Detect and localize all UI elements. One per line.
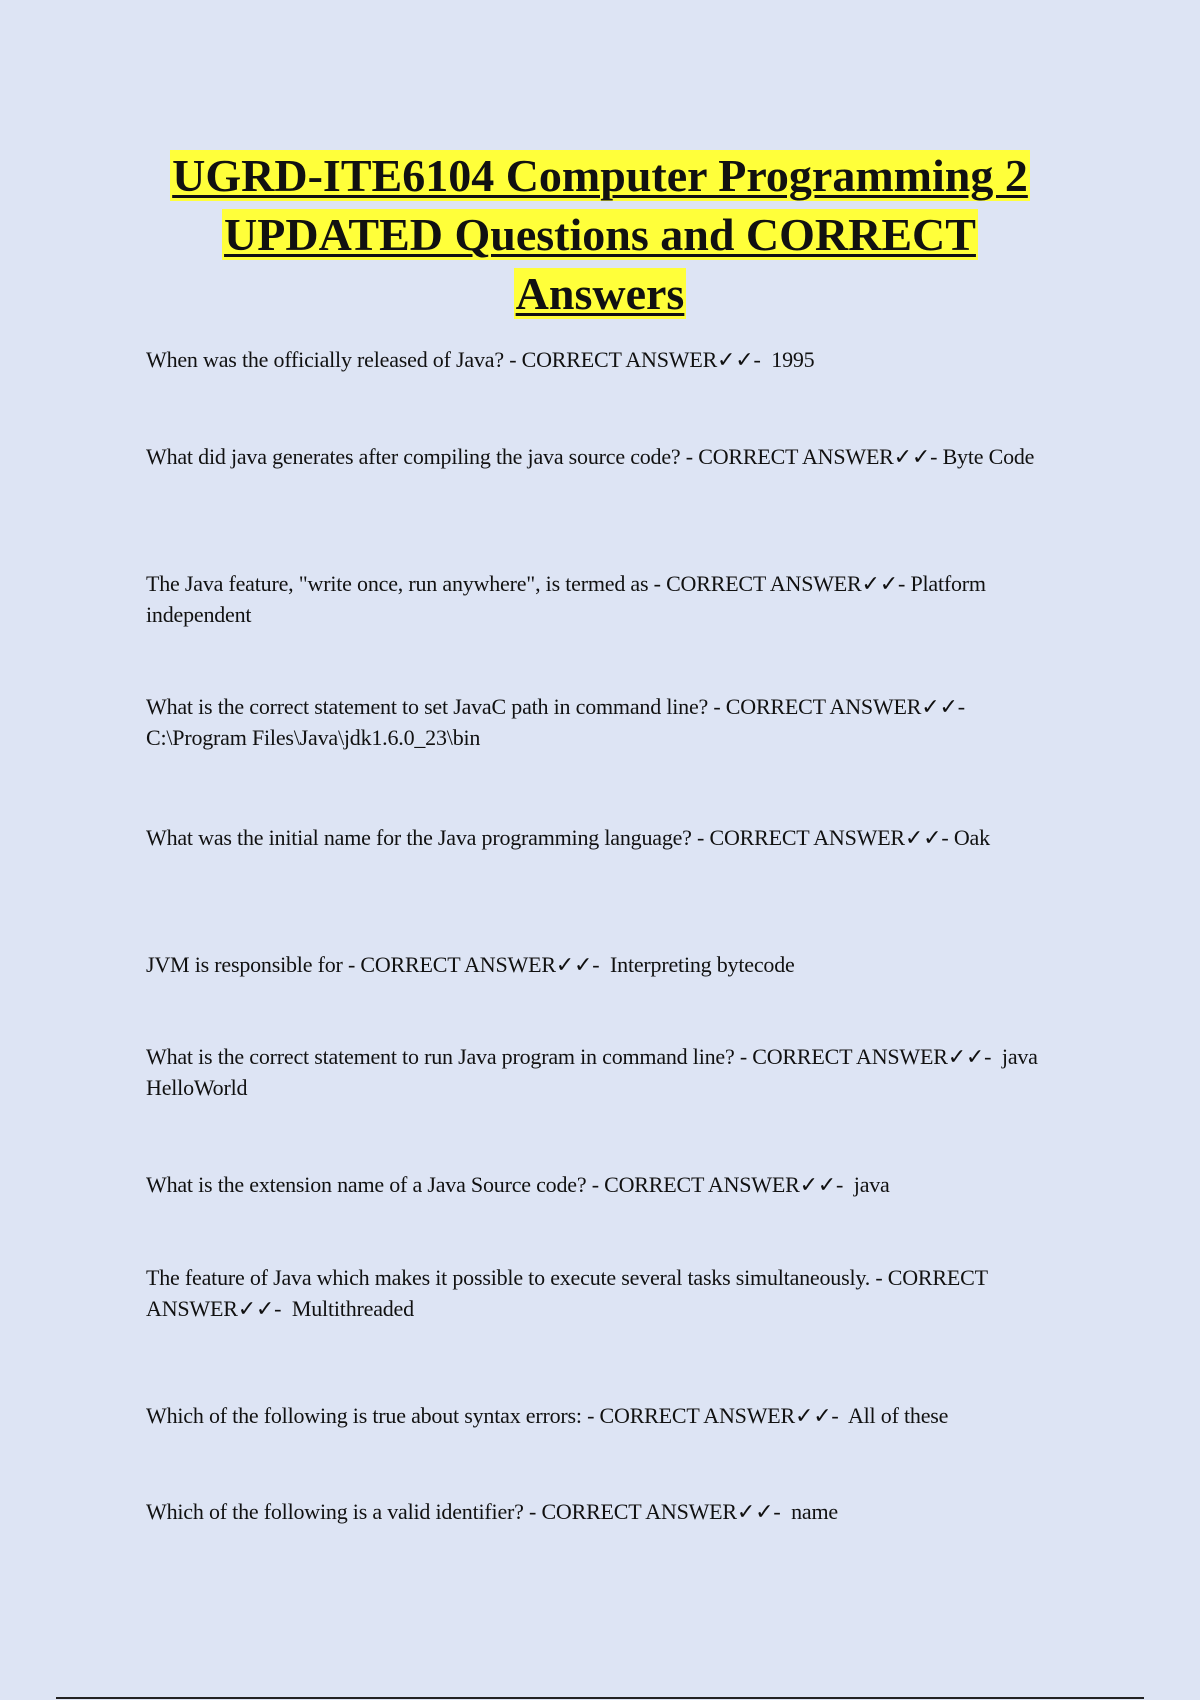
question-text: JVM is responsible for - CORRECT ANSWER✓✓- — [146, 952, 600, 977]
question-text: What is the correct statement to run Java program in command line? - CORRECT ANSWER✓✓- — [146, 1044, 992, 1069]
question-text: What was the initial name for the Java programming language? - CORRECT ANSWER✓✓- — [146, 825, 949, 850]
qa-item-9 — [146, 1262, 1066, 1324]
qa-item-7 — [146, 1041, 1066, 1103]
question-text: The Java feature, "write once, run anywhere", is termed as - CORRECT ANSWER✓✓- — [146, 571, 906, 596]
question-text: What is the extension name of a Java Source code? - CORRECT ANSWER✓✓- — [146, 1172, 844, 1197]
answer-text: Interpreting bytecode — [610, 952, 795, 977]
question-text: What did java generates after compiling the java source code? - CORRECT ANSWER✓✓- — [146, 444, 938, 469]
qa-item-11 — [146, 1496, 1066, 1527]
question-text: The feature of Java which makes it possible to execute several tasks simultaneously. - CORRECT ANSWER✓✓- — [146, 1265, 988, 1321]
qa-item-5 — [146, 822, 1066, 853]
answer-text: 1995 — [771, 347, 815, 372]
answer-text: Platform independent — [146, 571, 986, 627]
answer-text: C:\Program Files\Java\jdk1.6.0_23\bin — [146, 725, 481, 750]
qa-item-2 — [146, 441, 1066, 472]
qa-item-6 — [146, 949, 1066, 980]
answer-text: Multithreaded — [291, 1296, 414, 1321]
footer-rule — [56, 1697, 1144, 1699]
answer-text: All of these — [847, 1403, 949, 1428]
qa-item-3 — [146, 568, 1066, 630]
qa-item-8 — [146, 1169, 1066, 1200]
answer-text: name — [791, 1499, 838, 1524]
title-line-2: UPDATED Questions and CORRECT — [224, 209, 976, 260]
answer-text: Byte Code — [942, 444, 1035, 469]
title-line-1: UGRD-ITE6104 Computer Programming 2 — [172, 150, 1028, 201]
question-text: Which of the following is true about syntax errors: - CORRECT ANSWER✓✓- — [146, 1403, 839, 1428]
qa-item-10 — [146, 1400, 1066, 1431]
title-line-3: Answers — [515, 268, 685, 319]
qa-item-1 — [146, 344, 1066, 375]
answer-text: Oak — [953, 825, 990, 850]
document-title — [140, 146, 1060, 323]
question-text: Which of the following is a valid identifier? - CORRECT ANSWER✓✓- — [146, 1499, 781, 1524]
answer-text: java HelloWorld — [146, 1044, 1038, 1100]
answer-text: java — [853, 1172, 890, 1197]
qa-item-4 — [146, 691, 1066, 753]
question-text: When was the officially released of Java? - CORRECT ANSWER✓✓- — [146, 347, 761, 372]
question-text: What is the correct statement to set JavaC path in command line? - CORRECT ANSWER✓✓- — [146, 694, 965, 719]
